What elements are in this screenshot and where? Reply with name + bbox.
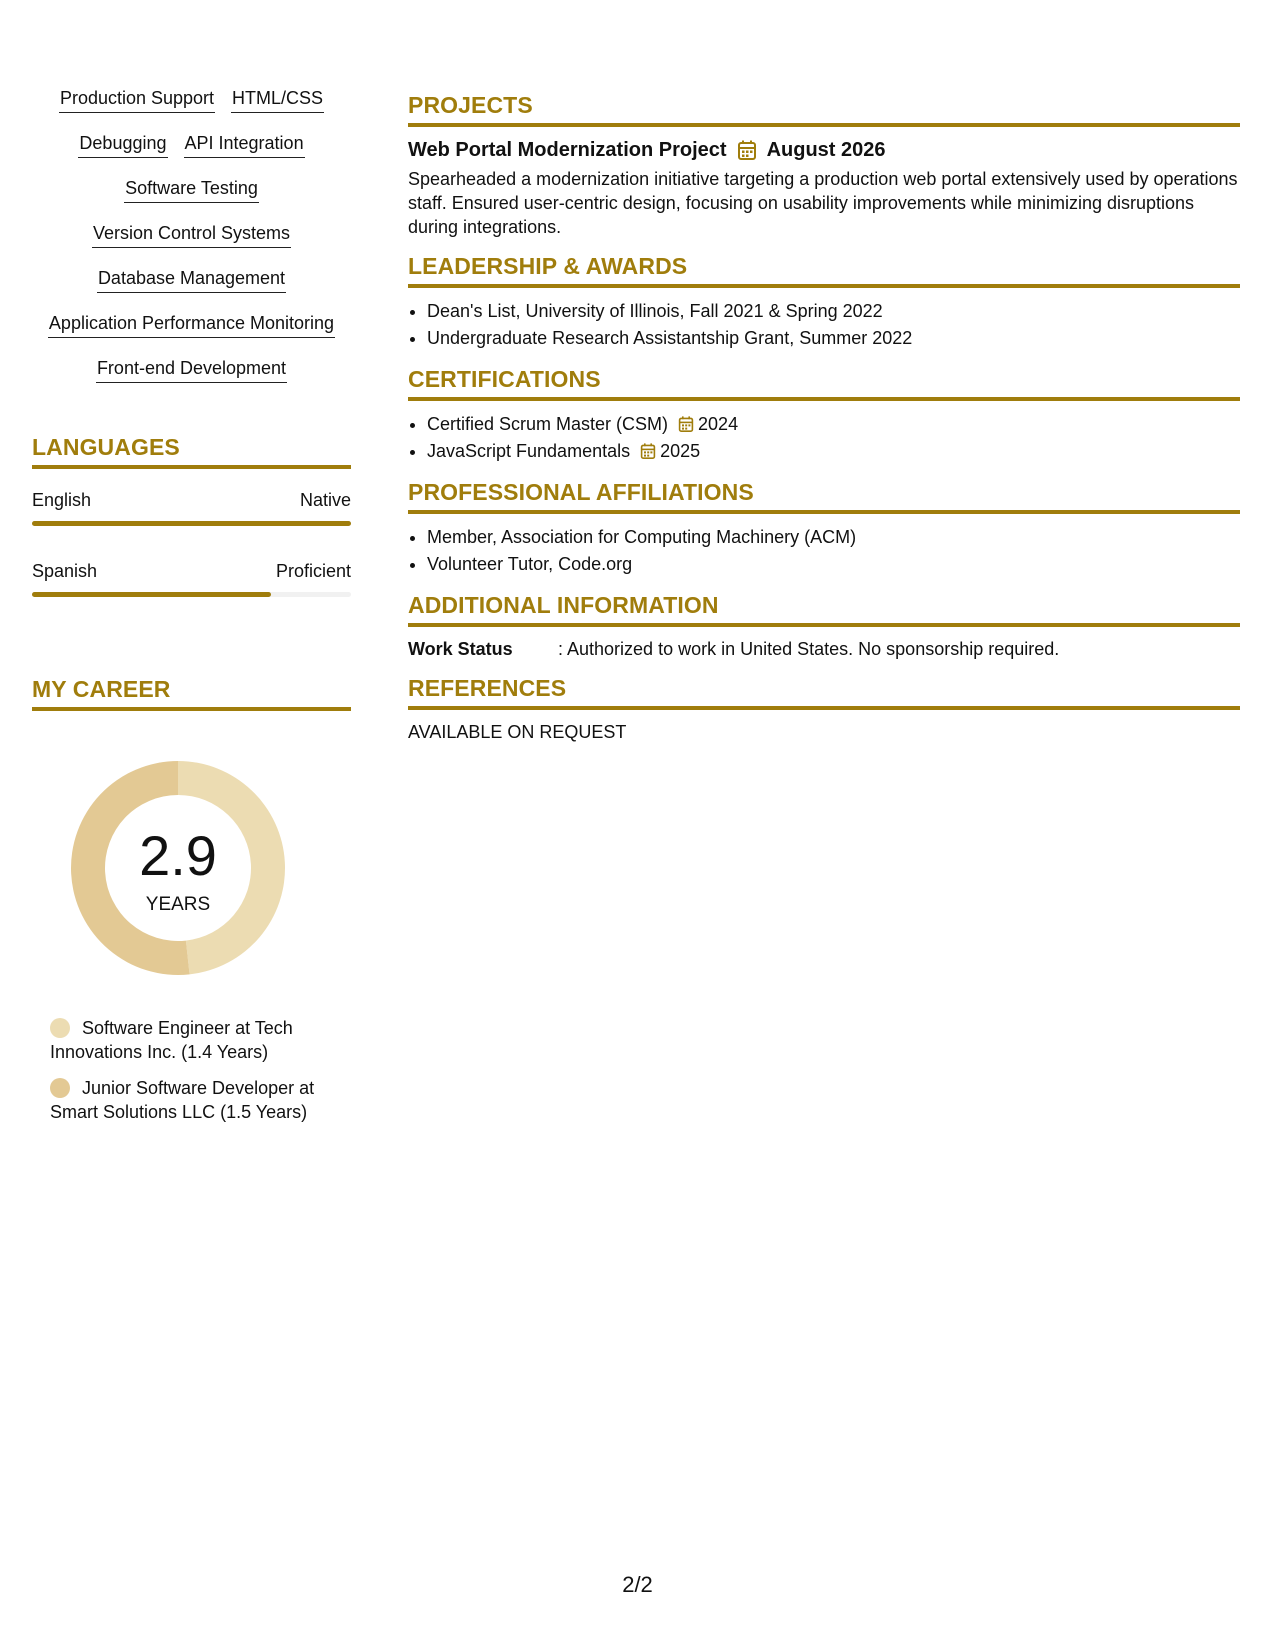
leadership-heading: LEADERSHIP & AWARDS — [408, 253, 1240, 288]
skill-tag: Database Management — [97, 266, 286, 293]
language-level: Native — [299, 490, 351, 510]
language-bar-fill — [32, 521, 351, 526]
language-name: Spanish — [32, 561, 98, 581]
list-item: • Dean's List, University of Illinois, Fall 2021 & Spring 2022 — [427, 298, 1240, 325]
legend-swatch — [50, 1078, 70, 1098]
additional-info-section — [408, 592, 1240, 661]
language-bar — [32, 592, 351, 597]
career-donut-chart — [66, 756, 290, 980]
skill-row — [32, 356, 351, 401]
calendar-icon — [678, 415, 694, 433]
skill-row — [32, 131, 351, 176]
language-item — [32, 560, 351, 597]
career-section — [32, 676, 351, 711]
skill-row — [32, 311, 351, 356]
legend-label: Software Engineer at Tech Innovations Inc. (1.4 Years) — [50, 1018, 293, 1062]
career-unit: YEARS — [145, 894, 211, 915]
skills-list — [32, 86, 351, 401]
languages-section — [32, 434, 351, 597]
certifications-heading: CERTIFICATIONS — [408, 366, 1240, 401]
career-total: 2.9 — [139, 824, 217, 887]
skill-tag: API Integration — [184, 131, 305, 158]
career-heading: MY CAREER — [32, 676, 351, 711]
skill-tag: Software Testing — [124, 176, 259, 203]
skill-tag: Front-end Development — [96, 356, 287, 383]
affiliations-section — [408, 479, 1240, 578]
references-section — [408, 675, 1240, 744]
certifications-section — [408, 366, 1240, 465]
affiliations-heading: PROFESSIONAL AFFILIATIONS — [408, 479, 1240, 514]
cert-year: 2024 — [698, 414, 739, 434]
language-bar — [32, 521, 351, 526]
calendar-icon — [737, 139, 757, 161]
leadership-section — [408, 253, 1240, 352]
cert-name: JavaScript Fundamentals — [427, 441, 631, 461]
work-status-label: Work Status — [408, 639, 513, 659]
skill-row — [32, 176, 351, 221]
project-name: Web Portal Modernization Project — [408, 139, 727, 161]
language-item — [32, 489, 351, 526]
legend-label: Junior Software Developer at Smart Solutions LLC (1.5 Years) — [50, 1078, 315, 1122]
skill-tag: Debugging — [78, 131, 167, 158]
cert-name: Certified Scrum Master (CSM) — [427, 414, 669, 434]
list-item — [427, 411, 1240, 438]
list-item: • Volunteer Tutor, Code.org — [427, 551, 1240, 578]
list-item: • Member, Association for Computing Machinery (ACM) — [427, 524, 1240, 551]
skill-row — [32, 266, 351, 311]
skill-tag: HTML/CSS — [231, 86, 324, 113]
languages-heading: LANGUAGES — [32, 434, 351, 469]
legend-item — [50, 1076, 340, 1124]
left-column — [32, 86, 351, 702]
list-item: • Undergraduate Research Assistantship Grant, Summer 2022 — [427, 325, 1240, 352]
right-column — [408, 92, 1240, 758]
projects-heading: PROJECTS — [408, 92, 1240, 127]
skill-tag: Application Performance Monitoring — [48, 311, 335, 338]
skill-tag: Production Support — [59, 86, 215, 113]
legend-item — [50, 1016, 340, 1064]
career-legend — [50, 1016, 340, 1136]
page-number: 2/2 — [622, 1572, 653, 1597]
skill-row — [32, 86, 351, 131]
language-level: Proficient — [275, 561, 351, 581]
additional-info-heading: ADDITIONAL INFORMATION — [408, 592, 1240, 627]
list-item — [427, 438, 1240, 465]
project-description: Spearheaded a modernization initiative targeting a production web portal extensively used by operations staff. Ensured user-centric design, focusing on usability improvements while minimizing disruptions during integrations. — [408, 169, 1238, 237]
skill-row — [32, 221, 351, 266]
cert-year: 2025 — [660, 441, 701, 461]
legend-swatch — [50, 1018, 70, 1038]
skill-tag: Version Control Systems — [92, 221, 291, 248]
references-text: AVAILABLE ON REQUEST — [408, 722, 627, 742]
language-name: English — [32, 490, 92, 510]
references-heading: REFERENCES — [408, 675, 1240, 710]
projects-section — [408, 92, 1240, 239]
calendar-icon — [640, 442, 656, 460]
language-bar-fill — [32, 592, 271, 597]
work-status-value: : Authorized to work in United States. No sponsorship required. — [558, 639, 1060, 659]
project-date: August 2026 — [766, 139, 886, 161]
